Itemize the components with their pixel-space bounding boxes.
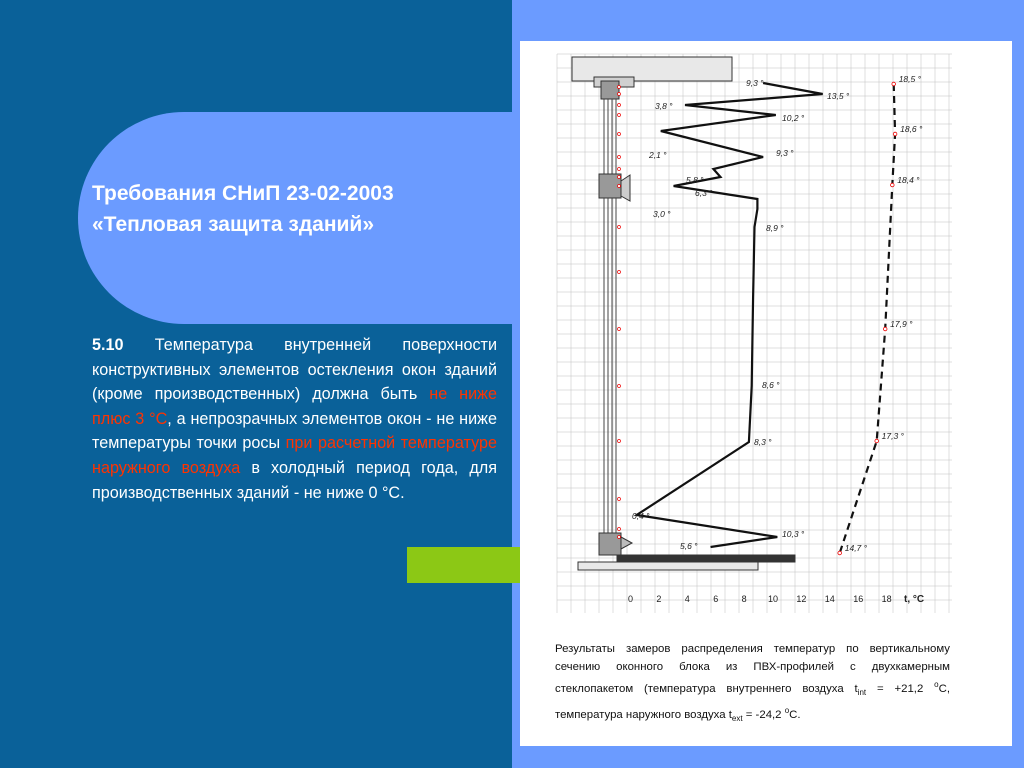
caption-part-2: = +21,2 xyxy=(866,682,935,695)
highlight-2: при расчетной температуре наружного воздуха xyxy=(92,434,497,477)
x-tick-label: 12 xyxy=(796,594,807,604)
inner-temp-label: 13,5 ° xyxy=(827,91,850,101)
inner-temp-label: 2,1 ° xyxy=(649,150,667,160)
air-temp-point xyxy=(892,82,896,86)
series-inner-surface xyxy=(618,78,850,551)
caption-part-4: = -24,2 xyxy=(742,708,785,721)
inner-temp-label: 9,3 ° xyxy=(776,148,794,158)
air-temp-point xyxy=(838,551,842,555)
slide-title xyxy=(92,178,512,240)
measurement-point xyxy=(618,385,621,388)
measurement-point xyxy=(618,93,621,96)
series-air xyxy=(838,74,923,555)
inner-temp-label: 6,3 ° xyxy=(695,188,713,198)
inner-temp-label: 8,3 ° xyxy=(754,437,772,447)
highlight-1: не ниже плюс 3 °С xyxy=(92,385,497,428)
x-tick-label: 6 xyxy=(713,594,719,604)
measurement-point xyxy=(618,498,621,501)
inner-temp-label: 0,4 ° xyxy=(632,511,650,521)
title-line-2: «Тепловая защита зданий» xyxy=(92,213,375,236)
x-tick-label: 2 xyxy=(656,594,662,604)
x-axis-label: t, °C xyxy=(904,594,925,605)
measurement-point xyxy=(618,104,621,107)
x-tick-label: 18 xyxy=(881,594,892,604)
inner-temp-label: 8,9 ° xyxy=(766,223,784,233)
measurement-point xyxy=(618,86,621,89)
air-temp-point xyxy=(893,132,897,136)
caption-sub-int: int xyxy=(857,688,867,698)
clause-number: 5.10 xyxy=(92,336,124,354)
x-tick-label: 4 xyxy=(684,594,690,604)
text-part-3: в холодный период года, для производственных зданий - не ниже 0 °С. xyxy=(92,458,497,502)
x-tick-label: 14 xyxy=(824,594,835,604)
measurement-point xyxy=(618,156,621,159)
measurement-point xyxy=(618,226,621,229)
air-temp-point xyxy=(875,439,879,443)
measurement-point xyxy=(618,271,621,274)
air-temp-label: 18,6 ° xyxy=(900,124,923,134)
x-tick-label: 8 xyxy=(741,594,747,604)
inner-temp-label: 10,2 ° xyxy=(782,113,805,123)
measurement-point xyxy=(618,536,621,539)
measurement-point xyxy=(618,133,621,136)
measurement-point xyxy=(618,176,621,179)
chart-caption xyxy=(555,641,950,727)
window-section-drawing xyxy=(572,57,795,570)
caption-part-5: C. xyxy=(789,708,801,721)
air-temp-label: 17,3 ° xyxy=(881,431,904,441)
air-temp-label: 17,9 ° xyxy=(890,319,913,329)
measurement-point xyxy=(618,528,621,531)
requirement-text xyxy=(92,333,497,505)
measurement-point xyxy=(618,114,621,117)
caption-sup-1: o xyxy=(934,680,939,689)
air-temp-point xyxy=(883,327,887,331)
x-axis-ticks xyxy=(628,594,892,604)
x-tick-label: 0 xyxy=(628,594,634,604)
caption-part-1: Результаты замеров распределения температур по вертикальному сечению оконного блока из ПВХ-профилей с двухкамерным стеклопакетом (температура внутреннего воздуха t xyxy=(555,643,950,695)
inner-temp-label: 9,3 ° xyxy=(746,78,764,88)
air-temp-label: 14,7 ° xyxy=(844,543,868,553)
caption-part-3: C, температура наружного воздуха t xyxy=(555,682,951,721)
air-temp-label: 18,5 ° xyxy=(898,74,922,84)
air-temp-point xyxy=(891,183,895,187)
caption-sup-2: o xyxy=(784,705,790,715)
measurement-point xyxy=(618,328,621,331)
inner-temp-label: 3,0 ° xyxy=(653,209,671,219)
x-tick-label: 16 xyxy=(853,594,864,604)
measurement-point xyxy=(618,185,621,188)
inner-temp-label: 3,8 ° xyxy=(655,101,673,111)
text-part-1: Температура внутренней поверхности конструктивных элементов остекления окон зданий (кроме производственных) должна быть xyxy=(92,336,497,404)
measurement-point xyxy=(618,440,621,443)
measurement-point xyxy=(618,168,621,171)
caption-sub-ext: ext xyxy=(731,713,743,723)
inner-temp-label: 5,6 ° xyxy=(680,541,698,551)
green-accent-bar xyxy=(407,547,521,583)
inner-temp-label: 5,8 ° xyxy=(686,175,704,185)
air-temp-label: 18,4 ° xyxy=(897,175,920,185)
title-line-1: Требования СНиП 23-02-2003 xyxy=(92,182,394,205)
inner-temp-label: 8,6 ° xyxy=(762,380,780,390)
series-air-line xyxy=(840,84,895,553)
inner-temp-label: 10,3 ° xyxy=(782,529,805,539)
text-part-2: , а непрозрачных элементов окон - не ниже температуры точки росы xyxy=(92,409,497,453)
x-tick-label: 10 xyxy=(768,594,779,604)
